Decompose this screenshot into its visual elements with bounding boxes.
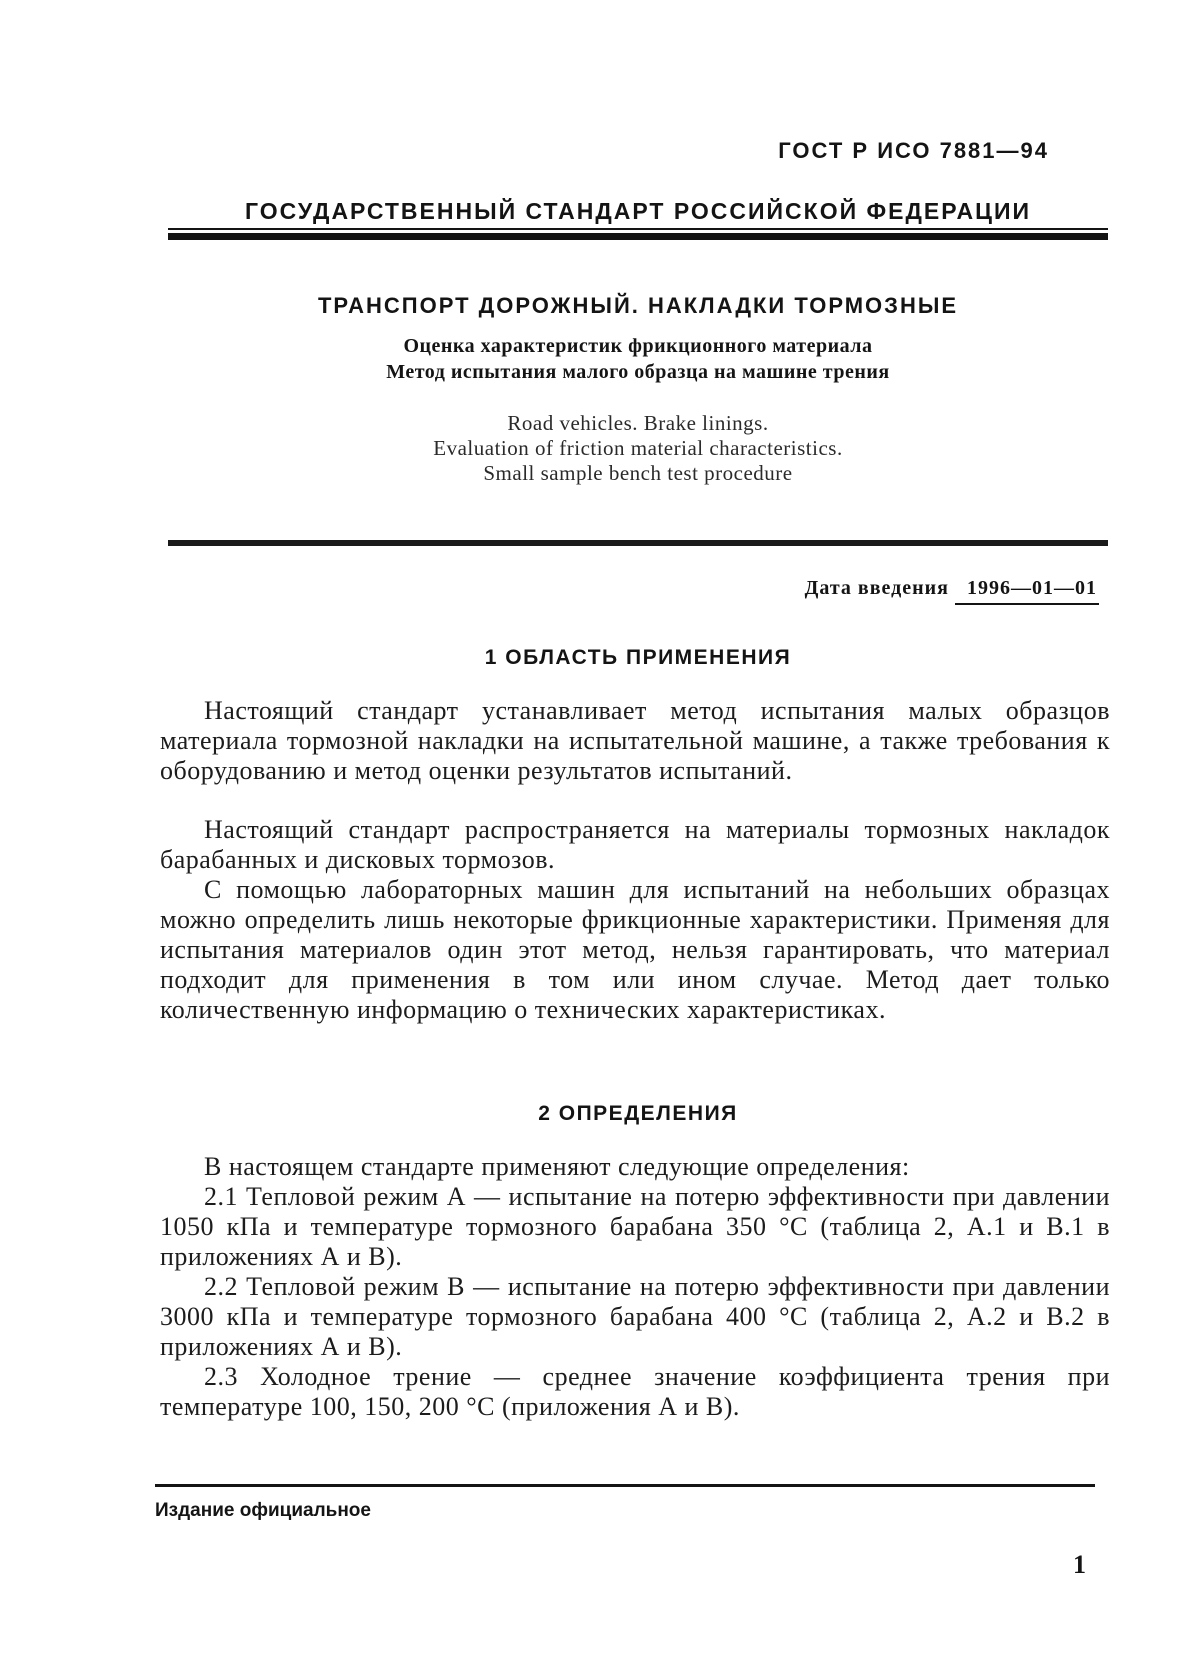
- date-value: 1996—01—01: [955, 577, 1099, 605]
- english-title-line-3: Small sample bench test procedure: [483, 461, 793, 485]
- section-2-intro: [160, 1152, 1110, 1182]
- section-1-paragraph-3: [160, 875, 1110, 1025]
- definition-2-3-text: 2.3 Холодное трение — среднее значение коэффициента трения при температуре 100, 150, 200 °С (приложения А и В).: [160, 1362, 1110, 1421]
- header-rule-thick: [168, 233, 1108, 240]
- footer-rule: [155, 1484, 1095, 1487]
- section-1-paragraph-3-text: С помощью лабораторных машин для испытаний на небольших образцах можно определить лишь некоторые фрикционные характеристики. Применяя для испытания материалов один этот метод, нельзя гарантировать, что материал подходит для применения в том или ином случае. Метод дает только количественную информацию о технических характеристиках.: [160, 875, 1110, 1024]
- date-label: Дата введения: [804, 577, 949, 599]
- title-separator-rule: [168, 540, 1108, 546]
- introduction-date: [805, 577, 1099, 600]
- header-rule-thin: [168, 228, 1108, 230]
- definition-2-1-text: 2.1 Тепловой режим А — испытание на потерю эффективности при давлении 1050 кПа и температуре тормозного барабана 350 °С (таблица 2, А.1 и В.1 в приложениях А и В).: [160, 1182, 1110, 1271]
- section-1-heading: 1 ОБЛАСТЬ ПРИМЕНЕНИЯ: [484, 646, 792, 669]
- section-2-heading: 2 ОПРЕДЕЛЕНИЯ: [538, 1102, 738, 1125]
- state-standard-title: ГОСУДАРСТВЕННЫЙ СТАНДАРТ РОССИЙСКОЙ ФЕДЕРАЦИИ: [244, 198, 1032, 224]
- section-1-paragraph-1-text: Настоящий стандарт устанавливает метод испытания малых образцов материала тормозной накладки на испытательной машине, а также требования к оборудованию и метод оценки результатов испытаний.: [160, 696, 1110, 785]
- official-edition-label: Издание официальное: [155, 1500, 371, 1521]
- definition-2-3: [160, 1362, 1110, 1422]
- document-title: ТРАНСПОРТ ДОРОЖНЫЙ. НАКЛАДКИ ТОРМОЗНЫЕ: [317, 293, 959, 318]
- standard-code: ГОСТ Р ИСО 7881—94: [778, 138, 1049, 163]
- definition-2-2: [160, 1272, 1110, 1362]
- english-title-line-2: Evaluation of friction material characteristics.: [433, 436, 843, 460]
- definition-2-1: [160, 1182, 1110, 1272]
- section-2-intro-text: В настоящем стандарте применяют следующие определения:: [204, 1152, 910, 1181]
- subtitle-line-2: Метод испытания малого образца на машине трения: [386, 361, 890, 383]
- english-title-line-1: Road vehicles. Brake linings.: [507, 411, 769, 435]
- section-1-paragraph-2-text: Настоящий стандарт распространяется на материалы тормозных накладок барабанных и дисковых тормозов.: [160, 815, 1110, 874]
- page-number: 1: [1073, 1550, 1086, 1579]
- section-1-paragraph-1: [160, 696, 1110, 786]
- subtitle-line-1: Оценка характеристик фрикционного материала: [403, 335, 873, 357]
- definition-2-2-text: 2.2 Тепловой режим В — испытание на потерю эффективности при давлении 3000 кПа и температуре тормозного барабана 400 °С (таблица 2, А.2 и В.2 в приложениях А и В).: [160, 1272, 1110, 1361]
- section-1-paragraph-2: [160, 815, 1110, 875]
